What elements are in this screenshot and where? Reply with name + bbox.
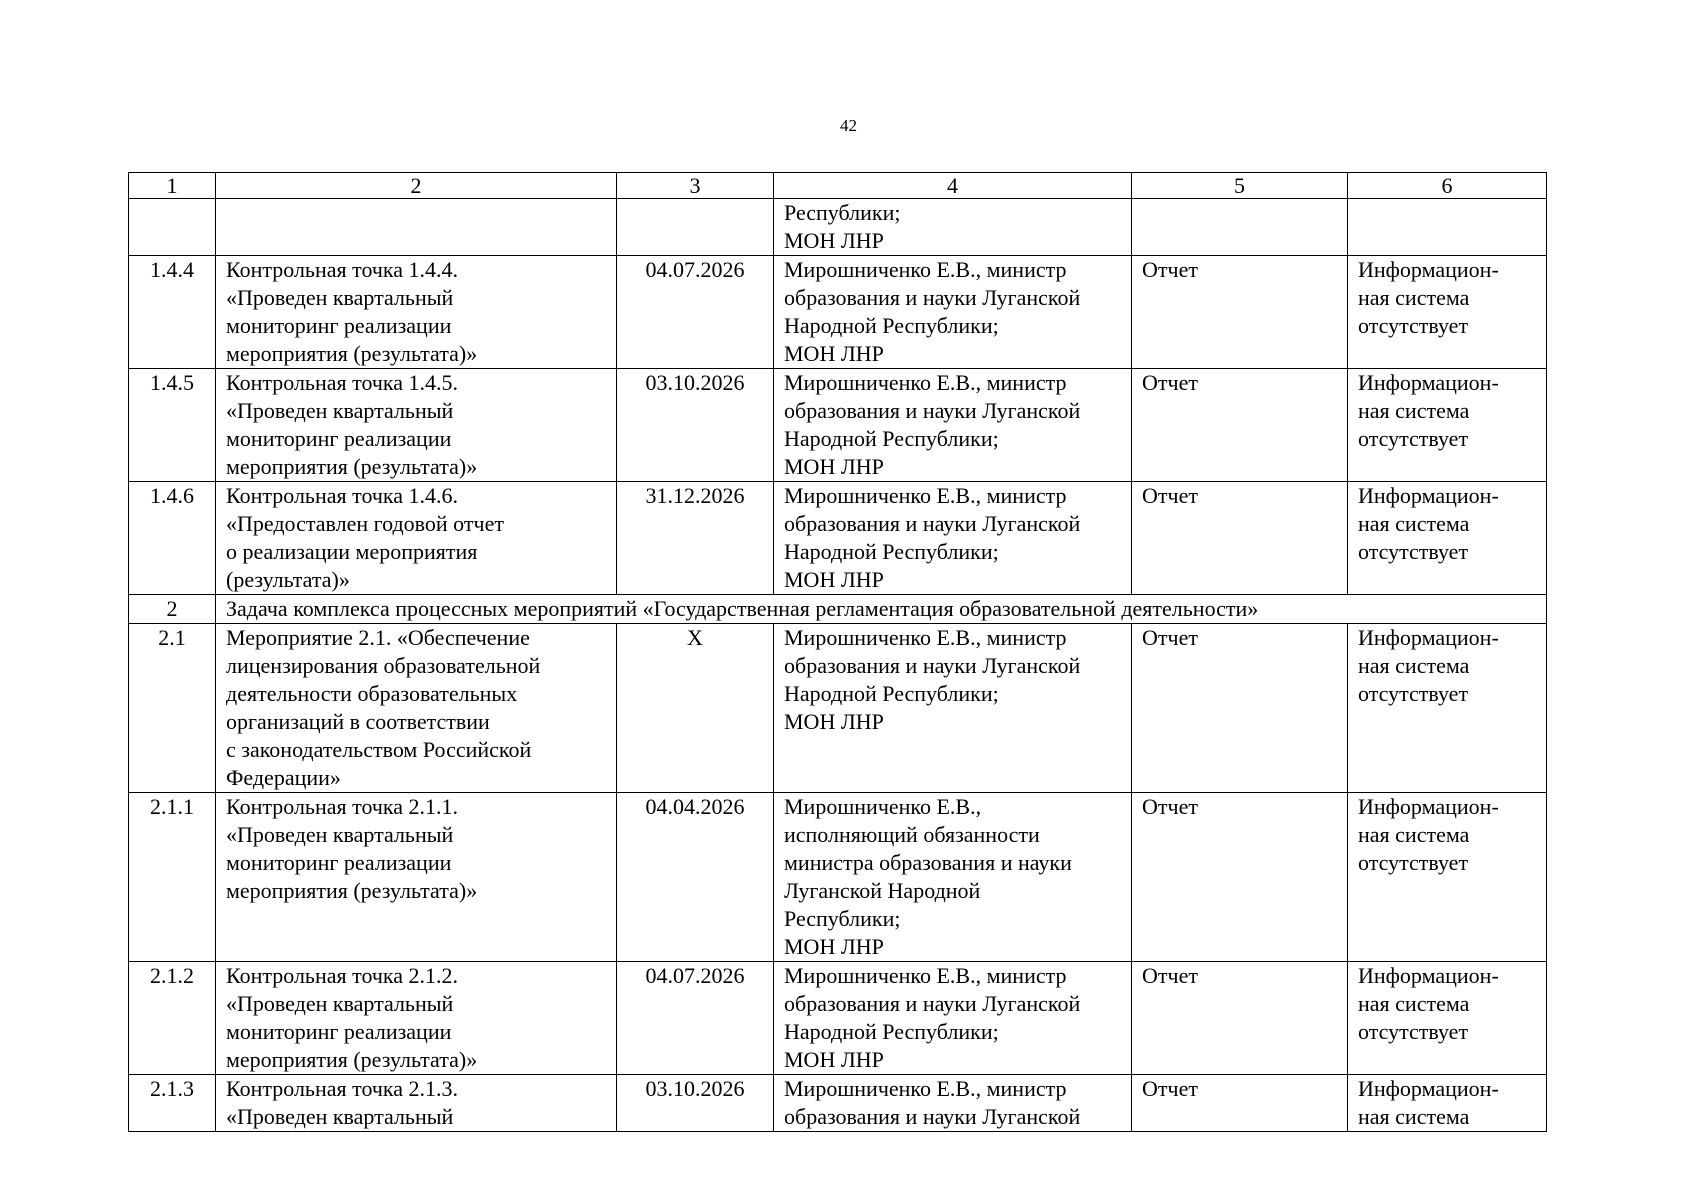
document-type: Отчет <box>1132 369 1348 482</box>
information-system <box>1348 199 1547 256</box>
information-system: Информацион- ная система отсутствует <box>1348 482 1547 595</box>
responsible: Мирошниченко Е.В., министр образования и науки Луганской Народной Республики; МОН ЛНР <box>774 369 1132 482</box>
responsible: Мирошниченко Е.В., министр образования и науки Луганской Народной Республики; МОН ЛНР <box>774 624 1132 793</box>
due-date: 03.10.2026 <box>617 369 774 482</box>
row-number <box>129 199 216 256</box>
page-number: 42 <box>840 116 857 135</box>
due-date: 04.07.2026 <box>617 962 774 1075</box>
table-row <box>129 793 1547 962</box>
row-number: 2.1 <box>129 624 216 793</box>
task-title: Задача комплекса процессных мероприятий «Государственная регламентация образовательной деятельности» <box>216 595 1547 624</box>
responsible: Мирошниченко Е.В., министр образования и науки Луганской Народной Республики; МОН ЛНР <box>774 482 1132 595</box>
document-type: Отчет <box>1132 256 1348 369</box>
column-number: 6 <box>1348 173 1547 199</box>
column-number: 5 <box>1132 173 1348 199</box>
event-name: Контрольная точка 1.4.6. «Предоставлен годовой отчет о реализации мероприятия (результата)» <box>216 482 617 595</box>
event-name: Контрольная точка 2.1.1. «Проведен квартальный мониторинг реализации мероприятия (результата)» <box>216 793 617 962</box>
table-row <box>129 962 1547 1075</box>
event-name: Мероприятие 2.1. «Обеспечение лицензирования образовательной деятельности образовательных организаций в соответствии с законодательством Российской Федерации» <box>216 624 617 793</box>
column-number: 3 <box>617 173 774 199</box>
information-system: Информацион- ная система отсутствует <box>1348 962 1547 1075</box>
event-name: Контрольная точка 1.4.4. «Проведен квартальный мониторинг реализации мероприятия (результата)» <box>216 256 617 369</box>
row-number: 1.4.5 <box>129 369 216 482</box>
information-system: Информацион- ная система отсутствует <box>1348 793 1547 962</box>
responsible: Мирошниченко Е.В., исполняющий обязанности министра образования и науки Луганской Народной Республики; МОН ЛНР <box>774 793 1132 962</box>
due-date <box>617 199 774 256</box>
responsible: Мирошниченко Е.В., министр образования и науки Луганской Народной Республики; МОН ЛНР <box>774 256 1132 369</box>
information-system: Информацион- ная система отсутствует <box>1348 256 1547 369</box>
row-number: 1.4.6 <box>129 482 216 595</box>
responsible: Мирошниченко Е.В., министр образования и науки Луганской Народной Республики; МОН ЛНР <box>774 962 1132 1075</box>
document-type <box>1132 199 1348 256</box>
event-name: Контрольная точка 1.4.5. «Проведен квартальный мониторинг реализации мероприятия (результата)» <box>216 369 617 482</box>
document-type: Отчет <box>1132 962 1348 1075</box>
row-number: 2.1.1 <box>129 793 216 962</box>
due-date: Х <box>617 624 774 793</box>
column-number: 1 <box>129 173 216 199</box>
responsible: Мирошниченко Е.В., министр образования и науки Луганской <box>774 1075 1132 1132</box>
table-row <box>129 482 1547 595</box>
information-system: Информацион- ная система отсутствует <box>1348 624 1547 793</box>
table-row <box>129 624 1547 793</box>
due-date: 04.04.2026 <box>617 793 774 962</box>
document-type: Отчет <box>1132 482 1348 595</box>
document-type: Отчет <box>1132 1075 1348 1132</box>
due-date: 04.07.2026 <box>617 256 774 369</box>
column-number: 4 <box>774 173 1132 199</box>
responsible: Республики; МОН ЛНР <box>774 199 1132 256</box>
row-number: 2.1.2 <box>129 962 216 1075</box>
row-number: 1.4.4 <box>129 256 216 369</box>
table-row <box>129 256 1547 369</box>
due-date: 03.10.2026 <box>617 1075 774 1132</box>
task-number: 2 <box>129 595 216 624</box>
information-system: Информацион- ная система отсутствует <box>1348 369 1547 482</box>
event-name: Контрольная точка 2.1.3. «Проведен квартальный <box>216 1075 617 1132</box>
table-row <box>129 369 1547 482</box>
column-number: 2 <box>216 173 617 199</box>
table-row <box>129 1075 1547 1132</box>
task-row <box>129 595 1547 624</box>
plan-table <box>128 172 1547 1132</box>
due-date: 31.12.2026 <box>617 482 774 595</box>
information-system: Информацион- ная система <box>1348 1075 1547 1132</box>
event-name: Контрольная точка 2.1.2. «Проведен квартальный мониторинг реализации мероприятия (результата)» <box>216 962 617 1075</box>
event-name <box>216 199 617 256</box>
row-number: 2.1.3 <box>129 1075 216 1132</box>
table-row <box>129 199 1547 256</box>
document-type: Отчет <box>1132 624 1348 793</box>
column-number-row <box>129 173 1547 199</box>
document-type: Отчет <box>1132 793 1348 962</box>
